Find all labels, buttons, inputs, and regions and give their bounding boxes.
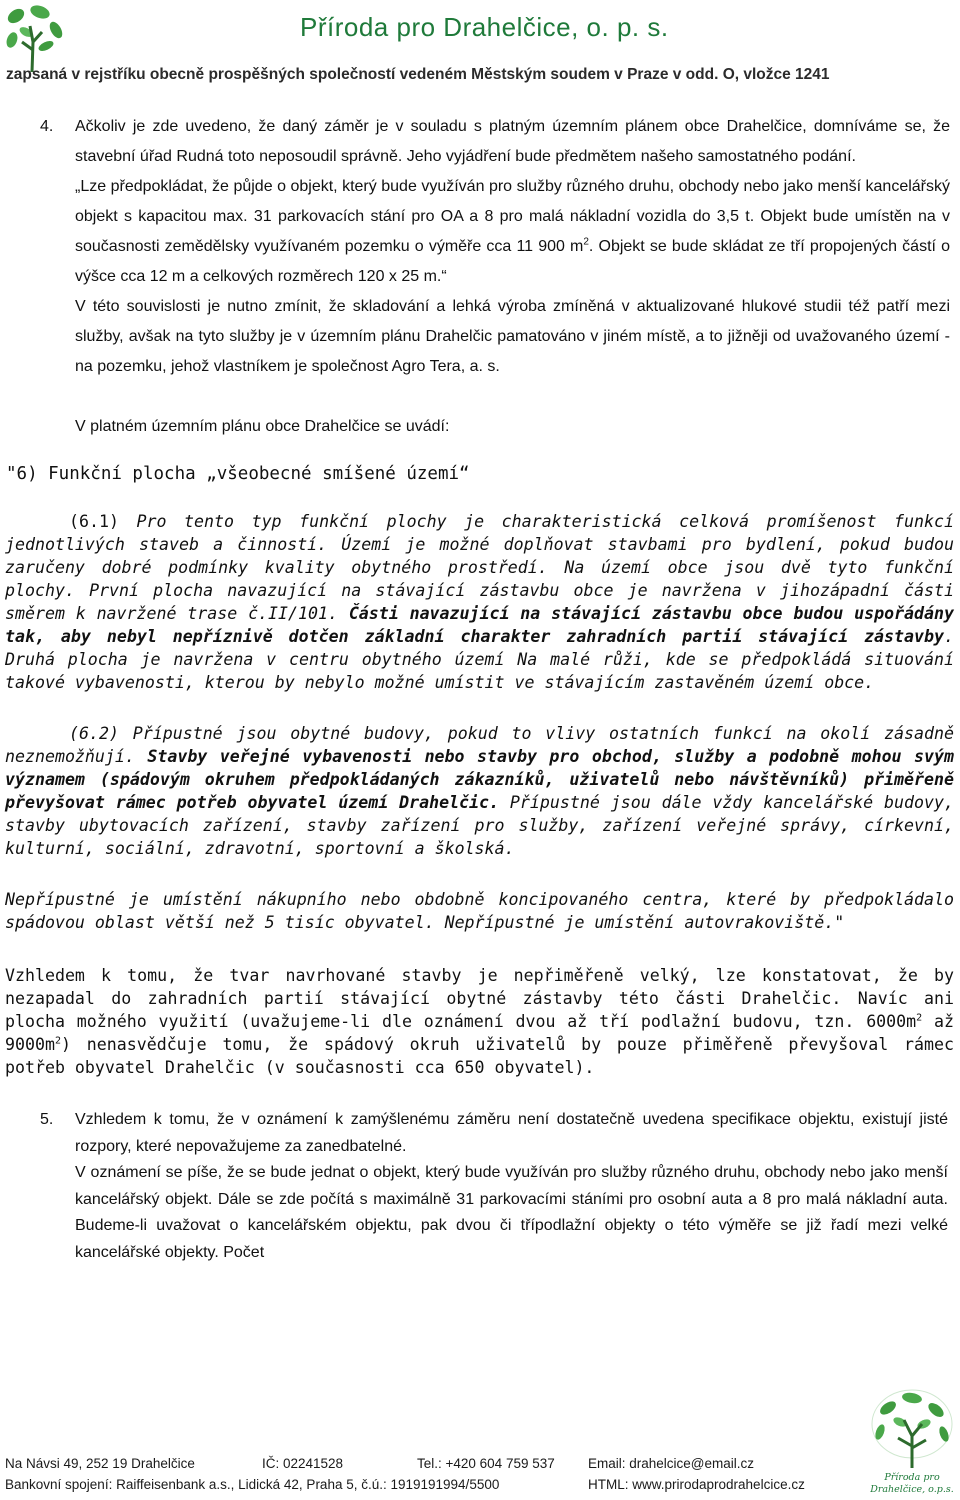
document-body — [0, 112, 960, 1266]
paragraph: V této souvislosti je nutno zmínit, že skladování a lehká výroba zmíněná v aktualizované hlukové studii též patří mezi služby, avšak na tyto služby je v územním plánu Drahelčic pamatováno v jiném místě, a to jižněji od uvažovaného území - na pozemku, jehož vlastníkem je společnost Agro Tera, a. s. — [75, 298, 950, 375]
footer-phone: Tel.: +420 604 759 537 — [417, 1456, 555, 1471]
item-number: 5. — [40, 1111, 54, 1128]
quoted-section-6-1: (6.1) Pro tento typ funkční plochy je charakteristická celková promíšenost funkcí jednotlivých staveb a činností. Území je možné doplňovat stavbami pro bydlení, pokud budou zaručeny dobré podmínky kvality obytného prostředí. Na území obce jsou dvě tyto funkční plochy. První plocha navazující na stávající zástavbu obce je navržena v jihozápadní části směrem k navržené trase č.II/101. Části navazující na stávající zástavbu obce budou uspořádány tak, aby nebyl nepříznivě dotčen základní charakter zahradních partií stávající zástavby. Druhá plocha je navržena v centru obytného území Na malé růži, kde se předpokládá situování takové vybavenosti, kterou by nebylo možné umístit ve stávajícím zastavěném území obce. — [5, 512, 955, 692]
footer-ico: IČ: 02241528 — [262, 1456, 344, 1471]
list-item-5 — [0, 1107, 960, 1266]
footer-address: Na Návsi 49, 252 19 Drahelčice — [5, 1456, 195, 1471]
quoted-section-6-2: (6.2) Přípustné jsou obytné budovy, pokud to vlivy ostatních funkcí na okolí zásadně neznemožňují. Stavby veřejné vybavenosti nebo stavby pro obchod, služby a podobně mohou svým významem (spádovým okruhem předpokládaných zákazníků, uživatelů nebo návštěvníků) přiměřeně převyšovat rámec potřeb obyvatel území Drahelčic. Přípustné jsou dále vždy kancelářské budovy, stavby ubytovacích zařízení, stavby zařízení pro služby, zařízení veřejné správy, církevní, kulturní, sociální, zdravotní, sportovní a školská. — [5, 724, 954, 858]
organization-name: Příroda pro Drahelčice, o. p. s. — [300, 12, 669, 42]
paragraph: V platném územním plánu obce Drahelčice se uvádí: — [75, 418, 450, 435]
footer-email: Email: drahelcice@email.cz — [588, 1456, 755, 1471]
item-number: 4. — [40, 118, 54, 135]
tree-logo-icon — [2, 2, 68, 72]
page-footer — [0, 1450, 960, 1500]
logo-caption-line1: Příroda pro — [884, 1472, 940, 1483]
page-header — [0, 0, 960, 90]
paragraph: Ačkoliv je zde uvedeno, že daný záměr je v souladu s platným územním plánem obce Drahelčice, domníváme se, že stavební úřad Rudná toto neposoudil správně. Jeho vyjádření bude předmětem našeho samostatného podání. — [75, 118, 950, 165]
quoted-description: „Lze předpokládat, že půjde o objekt, který bude využíván pro služby různého druhu, obchody nebo jako menší kancelářský objekt s kapacitou max. 31 parkovacích stání pro OA a 8 pro malá nákladní vozidla do 3,5 t. Objekt bude umístěn na v současnosti zemědělsky využívaném pozemku o výměře cca 11 900 $m^2$. Objekt se bude skládat ze tří propojených částí o výšce cca 12 m a celkových rozměrech 120 x 25 m.“ — [75, 178, 950, 285]
section-heading: "6) Funkční plocha „všeobecné smíšené území“ — [6, 464, 470, 484]
footer-bank: Bankovní spojení: Raiffeisenbank a.s., Lidická 42, Praha 5, č.ú.: 1919191994/5500 — [5, 1477, 500, 1492]
logo-caption-line2: Drahelčice, o.p.s. — [870, 1484, 954, 1495]
conclusion-paragraph: Vzhledem k tomu, že tvar navrhované stavby je nepřiměřeně velký, lze konstatovat, že by nezapadal do zahradních partií stávající obytné zástavby této části Drahelčic. Navíc ani plocha možného využití (uvažujeme-li dle oznámení dvou až tří podlažní budovu, tzn. $6000m^2$ až $9000m^2$) nenasvědčuje tomu, že spádový okruh uživatelů by pouze přiměřeně převyšoval rámec potřeb obyvatel Drahelčic (v současnosti cca 650 obyvatel). — [5, 966, 954, 1077]
list-item-4 — [0, 112, 960, 442]
paragraph: Vzhledem k tomu, že v oznámení k zamýšlenému záměru není dostatečně uvedena specifikace objektu, existují jisté rozpory, které nepovažujeme za zanedbatelné. — [75, 1111, 948, 1155]
quoted-section-6-3: Nepřípustné je umístění nákupního nebo obdobně koncipovaného centra, které by předpokládalo spádovou oblast větší než 5 tisíc obyvatel. Nepřípustné je umístění autovrakoviště." — [5, 890, 954, 932]
registry-info: zapsaná v rejstříku obecně prospěšných společností vedeném Městským soudem v Praze v odd. O, vložce 1241 — [6, 66, 830, 83]
paragraph: V oznámení se píše, že se bude jednat o objekt, který bude využíván pro služby různého druhu, obchody nebo jako menší kancelářský objekt. Dále se zde počítá s maximálně 31 parkovacími stáními pro osobní auta a 8 pro malá nákladní auta. Budeme-li uvažovat o kancelářském objektu, pak dvou či třípodlažní objekty o této výměře se již řadí mezi velké kancelářské objekty. Počet — [75, 1164, 948, 1261]
footer-website: HTML: www.prirodaprodrahelcice.cz — [588, 1477, 805, 1492]
